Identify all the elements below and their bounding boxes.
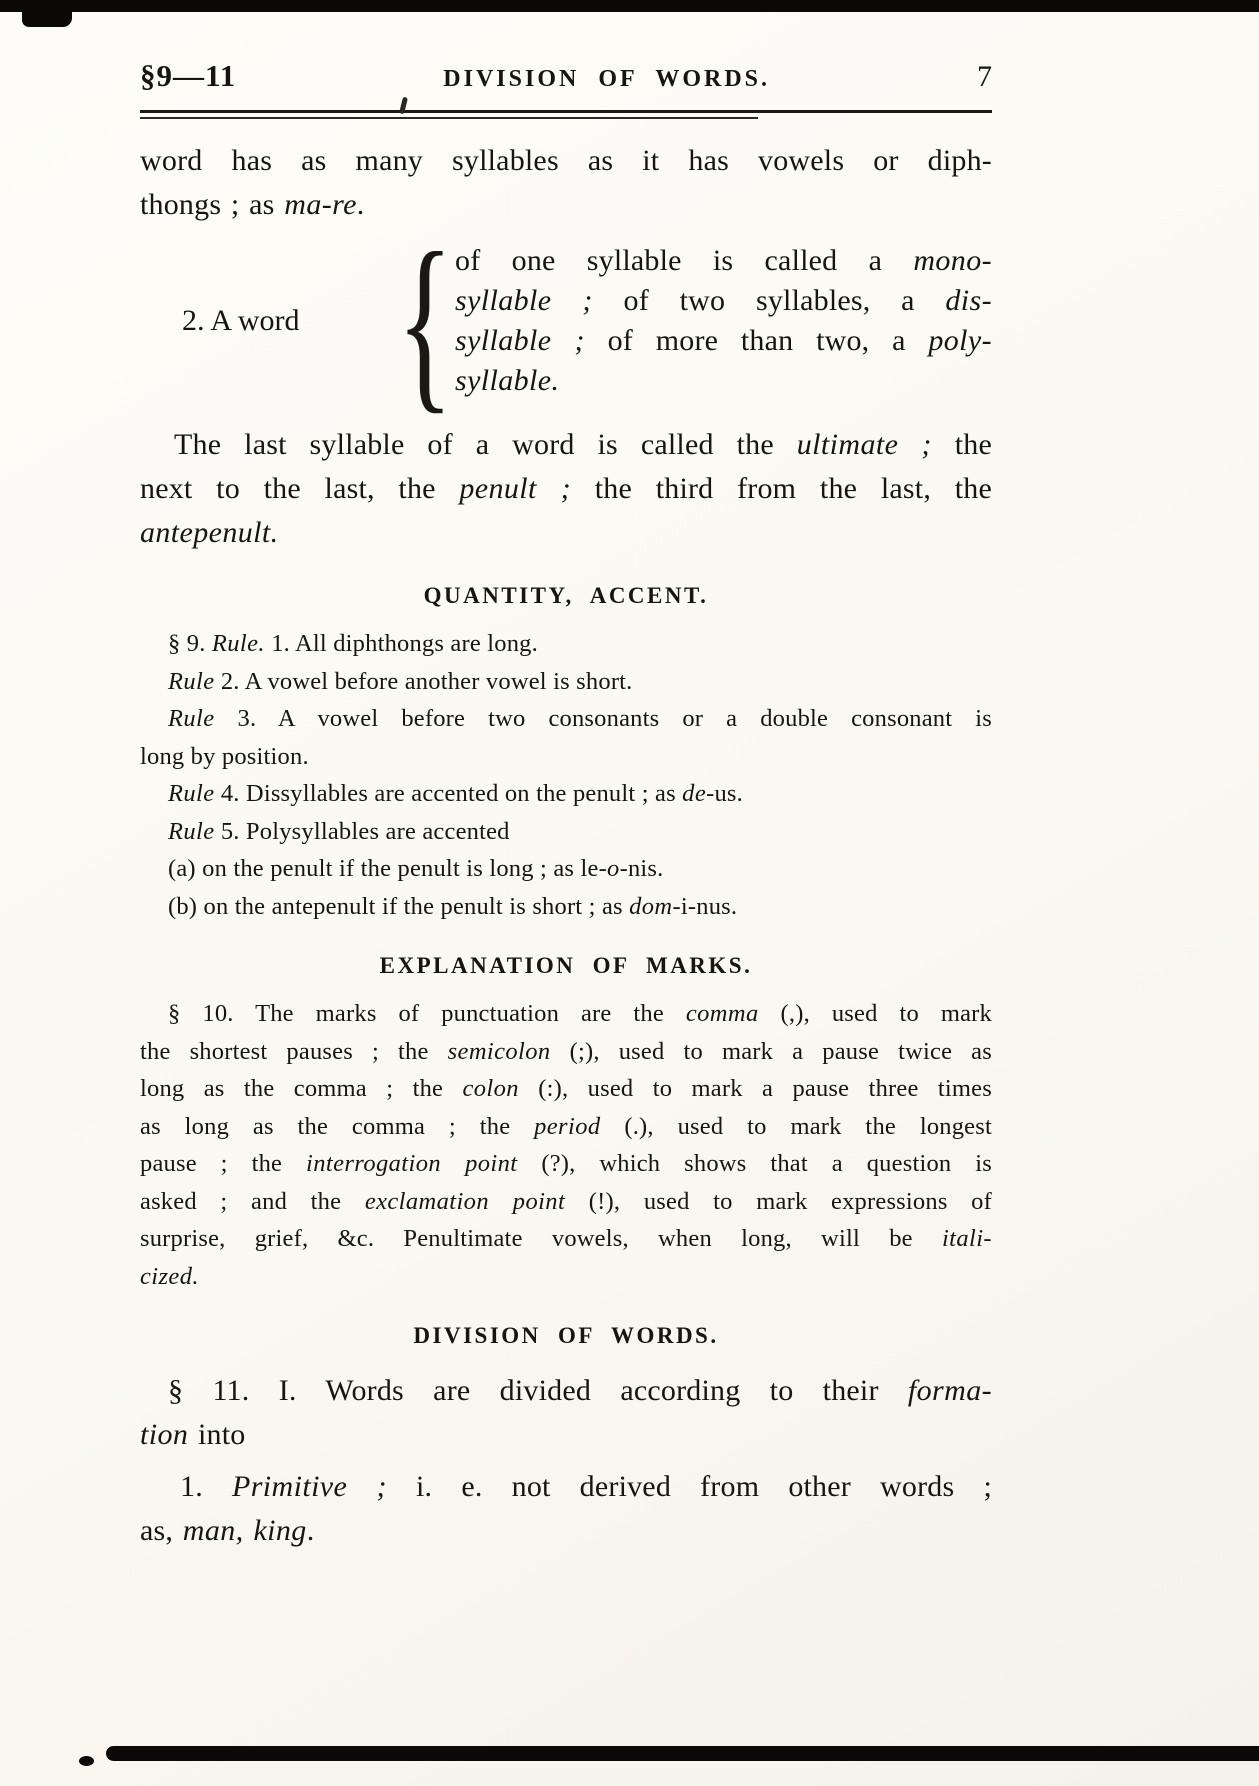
page-number: 7 xyxy=(977,60,992,93)
brace-glyph: { xyxy=(396,212,454,430)
text-line: antepenult. xyxy=(140,516,279,549)
text-line: as long as the comma ; the period (.), used to mark the longest xyxy=(140,1112,992,1140)
text-line: surprise, grief, &c. Penultimate vowels, when long, will be itali- xyxy=(140,1225,992,1252)
heading-quantity-accent: QUANTITY, ACCENT. xyxy=(423,583,709,608)
marks-paragraph xyxy=(140,995,992,1295)
rule-line: Rule 3. A vowel before two consonants or a double consonant is xyxy=(168,705,992,732)
text-line: pause ; the interrogation point (?), which shows that a question is xyxy=(140,1150,992,1177)
header-rule xyxy=(140,110,992,113)
text-line: next to the last, the penult ; the third from the last, the xyxy=(140,472,992,505)
text-line: The last syllable of a word is called the ultimate ; the xyxy=(174,428,993,461)
page-content xyxy=(140,139,992,1553)
text-line: syllable. xyxy=(455,364,560,397)
text-line: thongs ; as ma-re. xyxy=(140,188,365,221)
text-line: long as the comma ; the colon (:), used to mark a pause three times xyxy=(140,1075,992,1102)
heading-explanation-of-marks: EXPLANATION OF MARKS. xyxy=(379,953,753,978)
header-rule-thin xyxy=(140,117,758,119)
running-title: DIVISION OF WORDS. xyxy=(443,66,770,92)
text-line: word has as many syllables as it has vowels or diph- xyxy=(140,144,992,177)
rule-line: (b) on the antepenult if the penult is short ; as dom-i-nus. xyxy=(168,892,738,920)
section-range: §9—11 xyxy=(140,58,237,93)
text-line: the shortest pauses ; the semicolon (;), used to mark a pause twice as xyxy=(140,1037,992,1065)
rule-line: long by position. xyxy=(140,742,309,770)
heading-division-of-words: DIVISION OF WORDS. xyxy=(413,1323,719,1348)
definition-label: 2. A word xyxy=(182,304,300,337)
text-line: cized. xyxy=(140,1262,199,1290)
division-paragraph xyxy=(140,1369,992,1457)
definition-lines xyxy=(455,241,992,401)
scan-artifact-speck xyxy=(79,1756,94,1766)
rules-section xyxy=(140,625,992,925)
text-line: syllable ; of two syllables, a dis- xyxy=(455,284,992,317)
scan-artifact-bottom-edge xyxy=(106,1746,1259,1761)
rule-line: § 9. Rule. 1. All diphthongs are long. xyxy=(168,630,538,657)
word-definition-block xyxy=(140,212,992,430)
text-line: asked ; and the exclamation point (!), used to mark expressions of xyxy=(140,1187,992,1215)
text-line: as, man, king. xyxy=(140,1514,315,1547)
rule-line: Rule 2. A vowel before another vowel is short. xyxy=(168,667,633,695)
page-header xyxy=(140,58,992,97)
text-line: syllable ; of more than two, a poly- xyxy=(455,324,992,357)
rule-line: Rule 4. Dissyllables are accented on the penult ; as de-us. xyxy=(168,780,743,807)
text-line: 1. Primitive ; i. e. not derived from other words ; xyxy=(180,1470,992,1503)
ultimate-paragraph xyxy=(140,423,992,555)
intro-paragraph xyxy=(140,139,992,227)
rule-line: Rule 5. Polysyllables are accented xyxy=(168,817,510,845)
text-line: tion into xyxy=(140,1418,246,1451)
rule-line: (a) on the penult if the penult is long ; as le-o-nis. xyxy=(168,855,664,882)
text-line: § 10. The marks of punctuation are the comma (,), used to mark xyxy=(168,1000,992,1027)
scan-artifact-corner-blob xyxy=(22,0,72,27)
primitive-paragraph xyxy=(140,1465,992,1553)
text-line: of one syllable is called a mono- xyxy=(455,244,992,277)
text-line: § 11. I. Words are divided according to their forma- xyxy=(168,1374,992,1407)
scan-artifact-top-edge xyxy=(0,0,1259,12)
